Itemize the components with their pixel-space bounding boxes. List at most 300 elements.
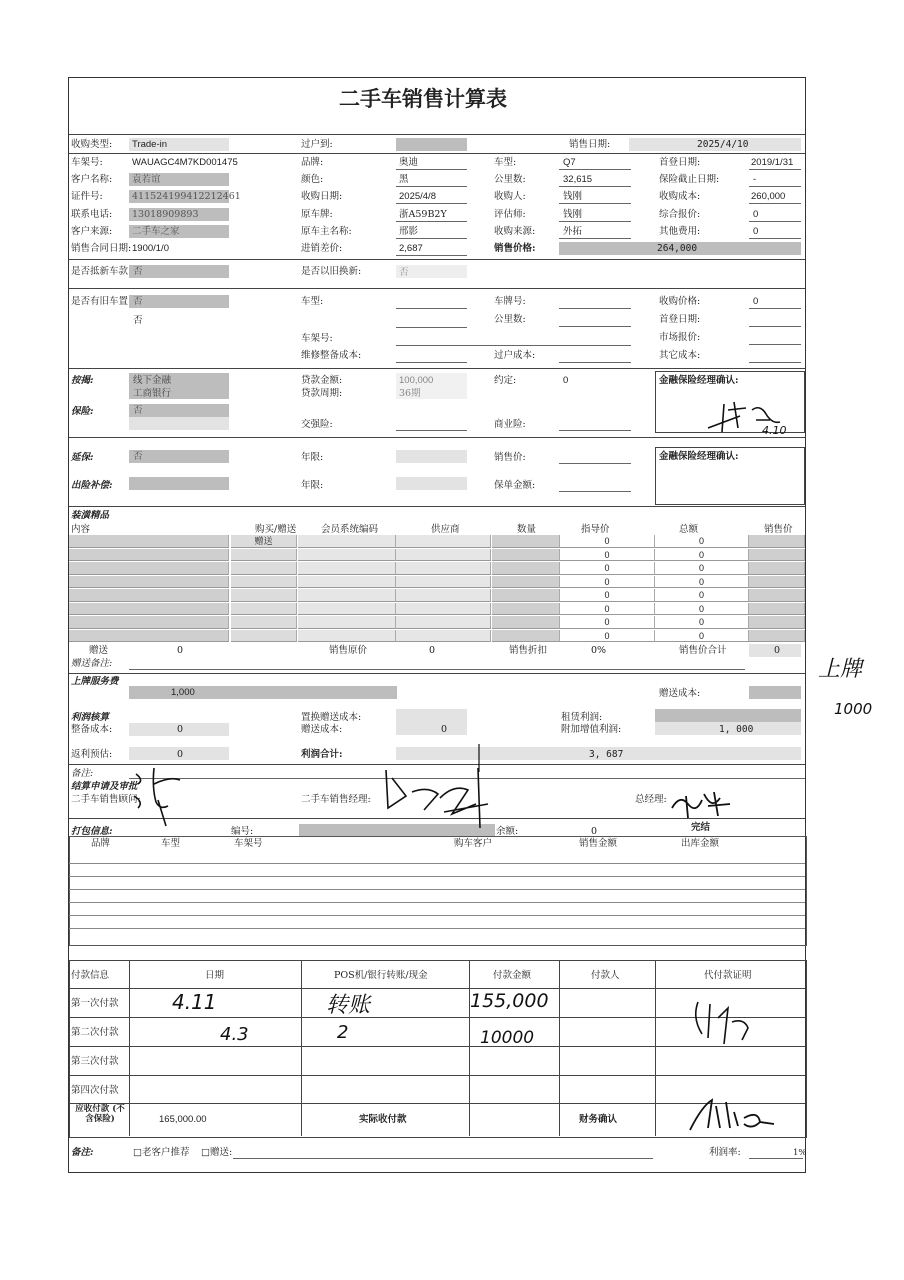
swap-gift-label: 置换赠送成本: (301, 712, 362, 723)
underline (749, 308, 801, 309)
footer-remark-label: 备注: (71, 1147, 94, 1158)
underline (396, 255, 467, 256)
source-value: 二手车之家 (132, 226, 180, 237)
gift-checkbox: □赠送: (201, 1147, 233, 1158)
rate-label: 利润率: (709, 1147, 741, 1158)
accessory-cell (749, 549, 805, 562)
accessory-cell (69, 616, 229, 629)
discount-value: 0% (591, 645, 607, 656)
acc-header-buy: 购买/赠送 (255, 524, 297, 535)
insurance-bg-2 (129, 417, 229, 430)
phone-label: 联系电话: (71, 209, 113, 220)
accessory-cell (69, 576, 229, 589)
brand-label: 品牌: (301, 157, 324, 168)
profit-total-value: 3, 687 (589, 749, 624, 760)
underline (559, 491, 631, 492)
insurance-value: 否 (133, 405, 143, 416)
accessory-cell: 0 (560, 603, 655, 616)
accessory-cell (69, 549, 229, 562)
pkg-header-brand: 品牌 (91, 838, 111, 849)
loan-amount-label: 贷款金额: (301, 375, 343, 386)
purchase-source-label: 收购来源: (494, 226, 536, 237)
pay-header-proof: 代付款证明 (704, 970, 752, 981)
color-label: 颜色: (301, 174, 324, 185)
pay2-method-handwriting: 2 (337, 1022, 349, 1043)
prep-cost-value: 0 (177, 724, 184, 735)
rule (69, 368, 805, 369)
discount-label: 销售折扣 (509, 645, 548, 656)
underline (396, 308, 467, 309)
extended-value: 否 (133, 451, 143, 462)
mortgage-type: 线下金融 (133, 375, 172, 386)
accessory-cell (231, 589, 297, 602)
accessory-cell (396, 576, 491, 589)
accessory-cell: 0 (655, 616, 749, 629)
accessory-cell: 0 (560, 535, 655, 548)
accessory-cell (396, 589, 491, 602)
receivable-label: 应收付款 (不含保险) (75, 1104, 125, 1124)
accessory-cell (298, 549, 396, 562)
rule (69, 764, 805, 765)
trade-first-reg-label: 首登日期: (659, 314, 701, 325)
acc-header-sale: 销售价 (764, 524, 793, 535)
v-rule (301, 960, 302, 1136)
accessory-cell: 0 (560, 589, 655, 602)
trade-mileage-label: 公里数: (494, 314, 526, 325)
source-label: 客户来源: (71, 226, 113, 237)
pkg-header-vin: 车架号 (234, 838, 263, 849)
accessory-cell (749, 603, 805, 616)
repair-cost-label: 维修整备成本: (301, 350, 362, 361)
underline (559, 430, 631, 431)
general-manager-signature (668, 788, 738, 822)
remark-label: 备注: (71, 768, 94, 779)
sale-date-value: 2025/4/10 (697, 139, 749, 150)
underline (749, 221, 801, 222)
underline (129, 669, 745, 670)
first-reg-value: 2019/1/31 (751, 157, 794, 168)
underline (559, 308, 631, 309)
acc-header-content: 内容 (71, 524, 91, 535)
purchase-date-value: 2025/4/8 (399, 191, 436, 202)
owner-label: 原车主名称: (301, 226, 352, 237)
acc-header-guide: 指导价 (581, 524, 610, 535)
accessory-cell (396, 616, 491, 629)
model-value: Q7 (563, 157, 576, 168)
finance-confirm-label: 财务确认 (579, 1114, 618, 1125)
underline (559, 203, 631, 204)
pay1-date-handwriting: 4.11 (172, 990, 217, 1014)
sale-price-label: 销售价格: (494, 243, 536, 254)
rebate-value: 0 (177, 749, 184, 760)
margin-note-amount-handwriting: 1000 (834, 700, 873, 718)
gift-cost-bg (749, 686, 801, 699)
plate-value: 浙A59B2Y (399, 209, 447, 220)
contract-date-value: 1900/1/0 (132, 243, 169, 254)
accessory-cell (396, 535, 491, 548)
commercial-label: 商业险: (494, 419, 526, 430)
underline (396, 203, 467, 204)
underline (396, 238, 467, 239)
package-label: 打包信息: (71, 826, 113, 837)
underline (749, 326, 801, 327)
underline (396, 186, 467, 187)
pay-row-3: 第三次付款 (71, 1056, 119, 1067)
gift-cost-bg-2 (396, 722, 467, 735)
accessory-cell (69, 630, 229, 643)
underline (233, 1158, 653, 1159)
accessory-cell (298, 589, 396, 602)
appraiser-value: 钱刚 (563, 209, 583, 220)
underline (396, 362, 467, 363)
color-value: 黑 (399, 174, 409, 185)
customer-label: 客户名称: (71, 174, 113, 185)
gift-note-label: 赠送备注: (71, 658, 113, 669)
accessory-cell (749, 630, 805, 643)
accessory-cell: 0 (655, 630, 749, 643)
accessory-cell (492, 616, 560, 629)
agreed-value: 0 (563, 375, 569, 386)
compulsory-label: 交强险: (301, 419, 333, 430)
accident-label: 出险补偿: (71, 480, 113, 491)
rule (69, 288, 805, 289)
rule (69, 437, 805, 438)
accessory-cell (298, 630, 396, 643)
finance-manager-signature (700, 398, 800, 438)
underline (559, 186, 631, 187)
profit-label: 利润核算 (71, 712, 110, 723)
transfer-to-label: 过户到: (301, 139, 333, 150)
proof-signature (688, 994, 758, 1054)
new-car-offset-bg (129, 265, 229, 278)
underline (559, 362, 631, 363)
package-row-line (69, 902, 805, 903)
replace-label: 是否以旧换新: (301, 266, 362, 277)
accessory-cell (298, 562, 396, 575)
rule (69, 259, 805, 260)
years-bg (396, 450, 467, 463)
underline (396, 430, 467, 431)
package-rows (69, 850, 805, 944)
accessory-cell (69, 603, 229, 616)
trade-purchase-price-label: 收购价格: (659, 296, 701, 307)
replace-bg (396, 265, 467, 278)
purchase-cost-label: 收购成本: (659, 191, 701, 202)
vat-value: 1, 000 (719, 724, 754, 735)
underline (559, 326, 631, 327)
profit-gift-cost-label: 赠送成本: (301, 724, 343, 735)
accessory-cell (396, 549, 491, 562)
profit-gift-cost-value: 0 (441, 724, 448, 735)
other-fee-value: 0 (753, 226, 759, 237)
accessory-cell (492, 576, 560, 589)
accessory-cell (231, 603, 297, 616)
new-car-offset-value: 否 (133, 266, 143, 277)
old-car-value: 否 (133, 296, 143, 307)
license-service-value: 1,000 (171, 687, 195, 698)
package-row-line (69, 863, 805, 864)
accessory-cell: 0 (655, 562, 749, 575)
mileage-label: 公里数: (494, 174, 526, 185)
insurance-label: 保险: (71, 406, 94, 417)
rental-bg (655, 709, 801, 722)
pkg-header-sale: 销售金额 (579, 838, 618, 849)
years2-label: 年限: (301, 480, 324, 491)
underline (559, 463, 631, 464)
pay-header-amount: 付款金额 (493, 970, 532, 981)
pay-header-date: 日期 (205, 970, 225, 981)
v-rule (469, 960, 470, 1136)
extended-bg (129, 450, 229, 463)
pay-row-1: 第一次付款 (71, 998, 119, 1009)
form-title: 二手车销售计算表 (339, 87, 507, 111)
manager-signature (382, 768, 492, 838)
accessory-cell: 0 (655, 603, 749, 616)
accessory-cell (492, 549, 560, 562)
agreed-label: 约定: (494, 375, 517, 386)
balance-value: 0 (591, 826, 598, 837)
sale-total-value: 0 (774, 645, 781, 656)
package-row-line (69, 889, 805, 890)
transfer-to-value (396, 138, 467, 151)
model-label: 车型: (494, 157, 517, 168)
accessory-cell (492, 630, 560, 643)
first-reg-label: 首登日期: (659, 157, 701, 168)
accessory-cell (749, 535, 805, 548)
brand-value: 奥迪 (399, 157, 419, 168)
underline (749, 186, 801, 187)
purchase-type-label: 收购类型: (71, 139, 113, 150)
profit-total-label: 利润合计: (301, 749, 343, 760)
pkg-header-model: 车型 (161, 838, 181, 849)
underline (396, 327, 467, 328)
package-status: 完结 (691, 822, 711, 833)
orig-price-label: 销售原价 (329, 645, 368, 656)
underline (559, 169, 631, 170)
old-customer-checkbox: □老客户推荐 (133, 1147, 190, 1158)
prep-cost-label: 整备成本: (71, 724, 113, 735)
old-car-value-2: 否 (133, 315, 143, 326)
accessory-cell (492, 589, 560, 602)
accessory-cell (231, 576, 297, 589)
underline (396, 169, 467, 170)
bank-value: 工商银行 (133, 388, 172, 399)
accessory-cell (492, 562, 560, 575)
loan-term-label: 贷款周期: (301, 388, 343, 399)
rule (69, 153, 805, 154)
accessory-cell: 0 (655, 535, 749, 548)
accessory-cell (492, 603, 560, 616)
contract-date-label: 销售合同日期: (71, 243, 132, 254)
v-rule (655, 960, 656, 1136)
margin-label: 进销差价: (301, 243, 343, 254)
accessory-cell (298, 576, 396, 589)
rule (69, 506, 805, 507)
purchase-date-label: 收购日期: (301, 191, 343, 202)
accessory-cell (231, 549, 297, 562)
sale-total-label: 销售价合计 (679, 645, 727, 656)
actual-label: 实际收付款 (359, 1114, 407, 1125)
pay-header-payer: 付款人 (591, 970, 620, 981)
years2-bg (396, 477, 467, 490)
trade-plate-label: 车牌号: (494, 296, 526, 307)
pay-header-info: 付款信息 (71, 970, 110, 981)
margin-value: 2,687 (399, 243, 423, 254)
insurance-bg (129, 404, 229, 417)
accessory-cell: 0 (560, 562, 655, 575)
accessory-cell (231, 630, 297, 643)
accessory-cell (231, 562, 297, 575)
accessory-cell (492, 535, 560, 548)
swap-gift-bg (396, 709, 467, 722)
accessory-cell: 0 (655, 549, 749, 562)
underline (559, 238, 631, 239)
rental-label: 租赁利润: (561, 712, 603, 723)
rate-value: 1% (793, 1148, 807, 1158)
extended-label: 延保: (71, 452, 94, 463)
accessory-cell (231, 616, 297, 629)
accessory-cell: 0 (560, 576, 655, 589)
customer-value: 袁若谊 (132, 174, 161, 185)
old-car-label: 是否有旧车置 (71, 296, 129, 307)
confirm2-label: 金融保险经理确认: (659, 451, 739, 462)
years-label: 年限: (301, 452, 324, 463)
purchase-source-value: 外拓 (563, 226, 583, 237)
rule (69, 1075, 805, 1076)
ext-sale-price-label: 销售价: (494, 452, 526, 463)
acc-header-code: 会员系统编码 (321, 524, 379, 535)
mortgage-label: 按揭: (71, 375, 94, 386)
accessory-cell (749, 589, 805, 602)
plate-label: 原车牌: (301, 209, 333, 220)
sale-price-value: 264,000 (657, 243, 698, 254)
underline (749, 169, 801, 170)
underline (396, 345, 631, 346)
balance-label: 余额: (496, 826, 519, 837)
v-rule (559, 960, 560, 1136)
orig-price-value: 0 (429, 645, 436, 656)
purchase-cost-value: 260,000 (751, 191, 786, 202)
underline (559, 221, 631, 222)
purchase-type-value: Trade-in (132, 139, 168, 150)
trade-purchase-price-value: 0 (753, 296, 759, 307)
new-car-offset-label: 是否抵新车款 (71, 266, 129, 277)
rule (69, 673, 805, 674)
trade-model-label: 车型: (301, 296, 324, 307)
trade-vin-label: 车架号: (301, 333, 333, 344)
underline (749, 238, 801, 239)
accident-bg (129, 477, 229, 490)
accessory-cell: 赠送 (231, 535, 297, 548)
pay2-amount-handwriting: 10000 (480, 1028, 535, 1048)
accessory-cell: 0 (560, 630, 655, 643)
accessory-cell (298, 603, 396, 616)
pkg-header-out: 出库金额 (681, 838, 720, 849)
package-no-label: 编号: (231, 826, 254, 837)
accessory-cell (298, 535, 396, 548)
package-row-line (69, 876, 805, 877)
gm-label: 总经理: (635, 794, 667, 805)
margin-note-handwriting: 上牌 (818, 657, 863, 682)
market-quote-label: 市场报价: (659, 332, 701, 343)
v-rule (129, 960, 130, 1136)
quote-label: 综合报价: (659, 209, 701, 220)
insurance-end-label: 保险截止日期: (659, 174, 720, 185)
accessory-cell: 0 (560, 616, 655, 629)
acc-header-qty: 数量 (517, 524, 537, 535)
accessory-cell (396, 562, 491, 575)
gift-value: 0 (177, 645, 184, 656)
buyer-value: 钱刚 (563, 191, 583, 202)
insured-label: 保单金额: (494, 480, 536, 491)
rebate-label: 返利预估: (71, 749, 113, 760)
accessory-cell (749, 562, 805, 575)
underline (749, 344, 801, 345)
confirm-date-handwriting: 4.10 (762, 424, 787, 437)
package-row-line (69, 928, 805, 929)
accessory-cell (396, 603, 491, 616)
settle-label: 结算申请及审批 (71, 781, 138, 792)
gift-label: 赠送 (89, 645, 109, 656)
underline (749, 203, 801, 204)
accessory-cell (69, 589, 229, 602)
appraiser-label: 评估师: (494, 209, 526, 220)
accessory-cell: 0 (655, 589, 749, 602)
pay-header-method: POS机/银行转账/现金 (334, 970, 428, 981)
pay-row-2: 第二次付款 (71, 1027, 119, 1038)
phone-value: 13018909893 (132, 209, 199, 220)
owner-value: 邢影 (399, 226, 419, 237)
old-car-bg (129, 295, 229, 308)
accessory-cell: 0 (655, 576, 749, 589)
quote-value: 0 (753, 209, 759, 220)
accessories-label: 装潢精品 (71, 510, 110, 521)
other-cost-label: 其它成本: (659, 350, 701, 361)
license-service-bg (129, 686, 397, 699)
manager-label: 二手车销售经理: (301, 794, 371, 805)
title-rule (69, 134, 805, 135)
accessory-cell (749, 576, 805, 589)
accessory-cell (749, 616, 805, 629)
pay2-date-handwriting: 4.3 (220, 1024, 249, 1045)
vin-value: WAUAGC4M7KD001475 (132, 157, 238, 168)
id-label: 证件号: (71, 191, 103, 202)
acc-header-total: 总额 (679, 524, 699, 535)
consultant-label: 二手车销售顾问: (71, 794, 141, 805)
acc-header-supplier: 供应商 (431, 524, 460, 535)
pay1-method-handwriting: 转账 (326, 993, 371, 1018)
transfer-cost-label: 过户成本: (494, 350, 536, 361)
loan-bg (396, 373, 467, 399)
finance-signature (686, 1096, 796, 1136)
profit-line-mark (476, 744, 482, 774)
id-value: 411524199412212461 (132, 191, 241, 202)
gift-cost-label: 赠送成本: (659, 688, 701, 699)
underline (396, 221, 467, 222)
insurance-end-value: - (753, 174, 757, 185)
pkg-header-customer: 购车客户 (454, 838, 493, 849)
consultant-signature (130, 766, 190, 826)
pay-row-4: 第四次付款 (71, 1085, 119, 1096)
accessory-cell (69, 535, 229, 548)
underline (749, 362, 801, 363)
receivable-value: 165,000.00 (159, 1114, 207, 1125)
accessory-cell: 0 (560, 549, 655, 562)
vin-label: 车架号: (71, 157, 103, 168)
pay1-amount-handwriting: 155,000 (470, 990, 549, 1012)
license-service-label: 上牌服务费 (71, 676, 119, 687)
mileage-value: 32,615 (563, 174, 593, 185)
